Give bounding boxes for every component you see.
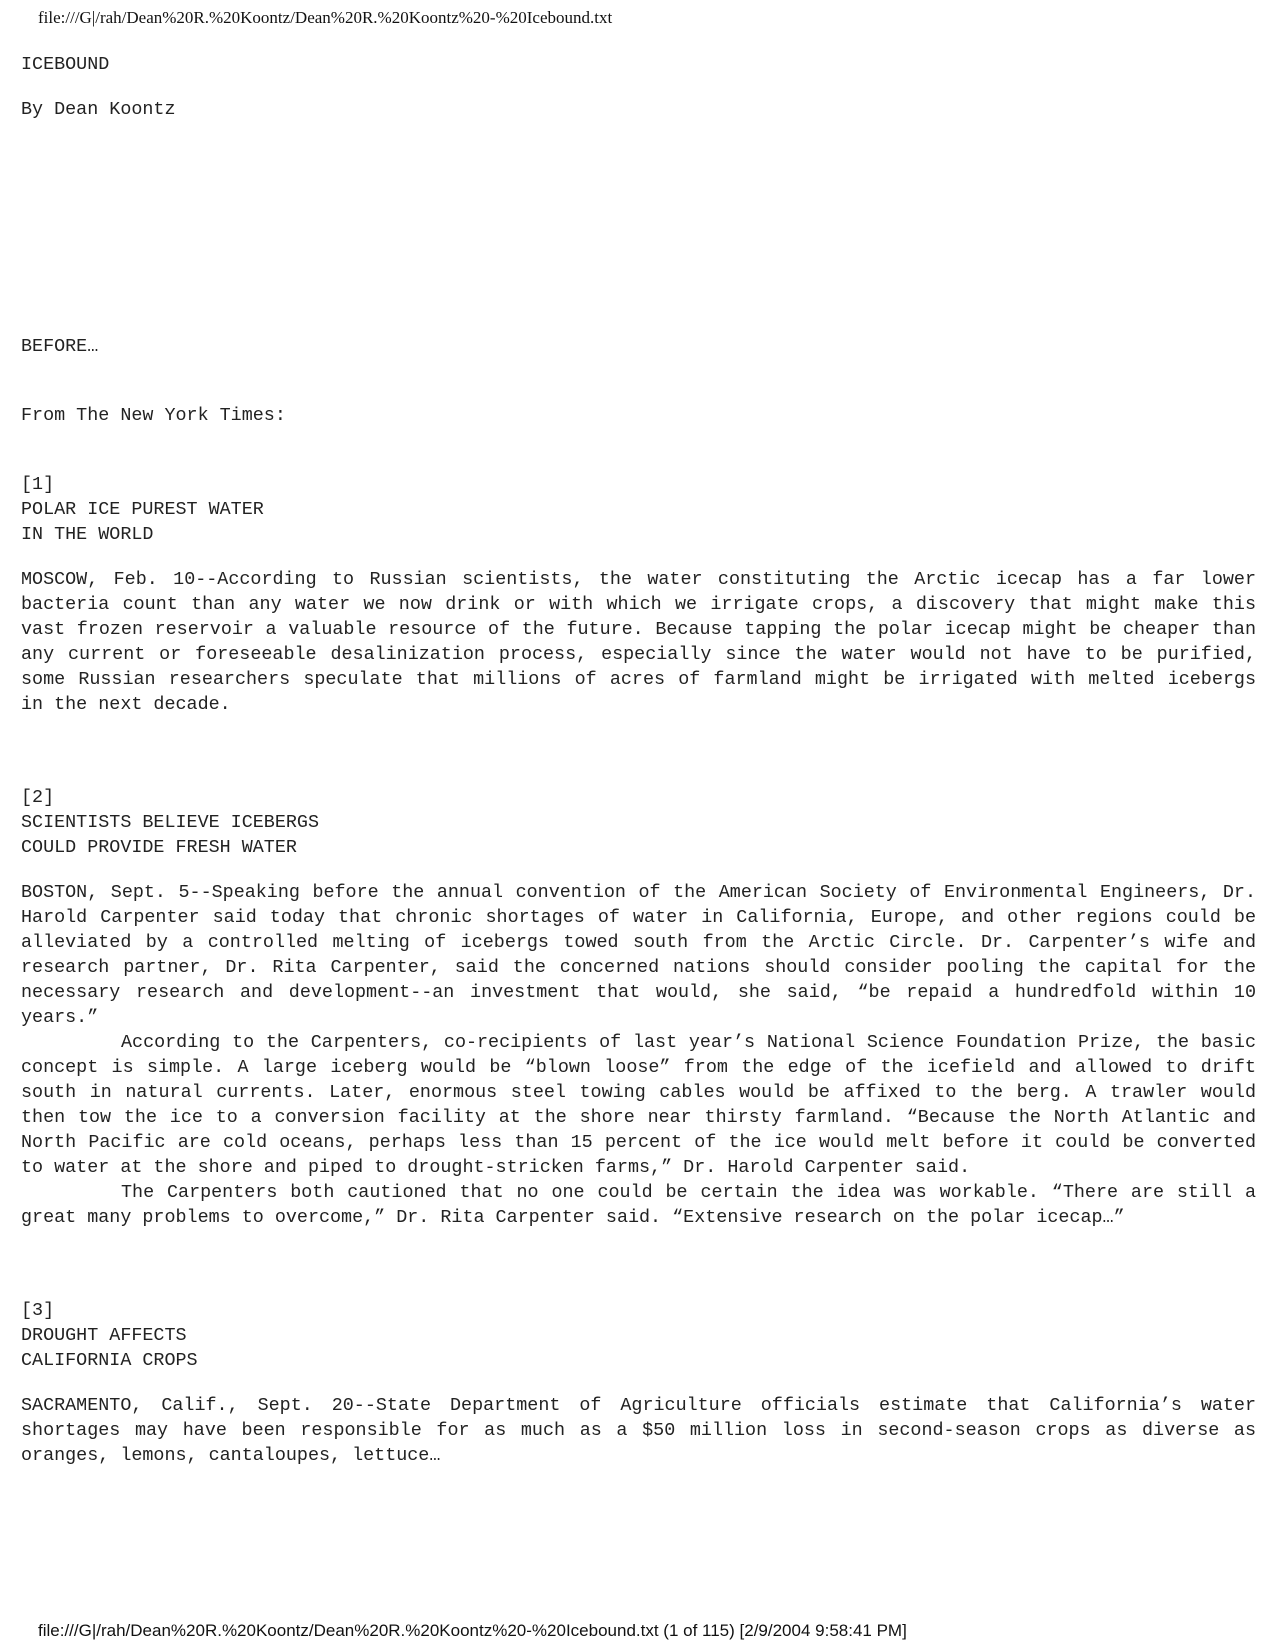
article-headline: IN THE WORLD (21, 524, 154, 545)
article (21, 472, 1256, 717)
article-headline: SCIENTISTS BELIEVE ICEBERGS (21, 812, 319, 833)
part-heading: BEFORE… (21, 336, 99, 357)
article-headline: CALIFORNIA CROPS (21, 1350, 198, 1371)
print-header-path: file:///G|/rah/Dean%20R.%20Koontz/Dean%20R.%20Koontz%20-%20Icebound.txt (38, 8, 613, 27)
article-headline: DROUGHT AFFECTS (21, 1325, 187, 1346)
article-paragraph: BOSTON, Sept. 5--Speaking before the annual convention of the American Society of Environmental Engineers, Dr. Harold Carpenter said today that chronic shortages of water in California, Europe, and other regions could be alleviated by a controlled melting of icebergs towed south from the Arctic Circle. Dr. Carpenter’s wife and research partner, Dr. Rita Carpenter, said the concerned nations should consider pooling the capital for the necessary research and development--an investment that would, she said, “be repaid a hundredfold within 10 years.” (21, 882, 1256, 1028)
article-number: [2] (21, 787, 55, 808)
book-title: ICEBOUND (21, 54, 110, 75)
article (21, 1298, 1256, 1468)
source-line: From The New York Times: (21, 405, 286, 426)
article-paragraph: According to the Carpenters, co-recipients of last year’s National Science Foundation Prize, the basic concept is simple. A large iceberg would be “blown loose” from the edge of the icefield and allowed to drift south in natural currents. Later, enormous steel towing cables would be affixed to the berg. A trawler would then tow the ice to a conversion facility at the shore near thirsty farmland. “Because the North Atlantic and North Pacific are cold oceans, perhaps less than 15 percent of the ice would melt before it could be converted to water at the shore and piped to drought-stricken farms,” Dr. Harold Carpenter said. (21, 1032, 1256, 1178)
print-footer: file:///G|/rah/Dean%20R.%20Koontz/Dean%20R.%20Koontz%20-%20Icebound.txt (1 of 115) [2/9/2004 9:58:41 PM] (38, 1621, 907, 1640)
article-paragraph: The Carpenters both cautioned that no one could be certain the idea was workable. “There are still a great many problems to overcome,” Dr. Rita Carpenter said. “Extensive research on the polar icecap…” (21, 1182, 1256, 1228)
article-number: [3] (21, 1300, 55, 1321)
document-body (21, 52, 1256, 1468)
article-paragraph: MOSCOW, Feb. 10--According to Russian scientists, the water constituting the Arctic icecap has a far lower bacteria count than any water we now drink or with which we irrigate crops, a discovery that might make this vast frozen reservoir a valuable resource of the future. Because tapping the polar icecap might be cheaper than any current or foreseeable desalinization process, especially since the water would not have to be purified, some Russian researchers speculate that millions of acres of farmland might be irrigated with melted icebergs in the next decade. (21, 569, 1256, 715)
article-paragraph: SACRAMENTO, Calif., Sept. 20--State Department of Agriculture officials estimate that California’s water shortages may have been responsible for as much as a $50 million loss in second-season crops as diverse as oranges, lemons, cantaloupes, lettuce… (21, 1395, 1256, 1466)
article-number: [1] (21, 474, 55, 495)
byline: By Dean Koontz (21, 99, 176, 120)
article-headline: COULD PROVIDE FRESH WATER (21, 837, 297, 858)
article (21, 785, 1256, 1230)
article-headline: POLAR ICE PUREST WATER (21, 499, 264, 520)
